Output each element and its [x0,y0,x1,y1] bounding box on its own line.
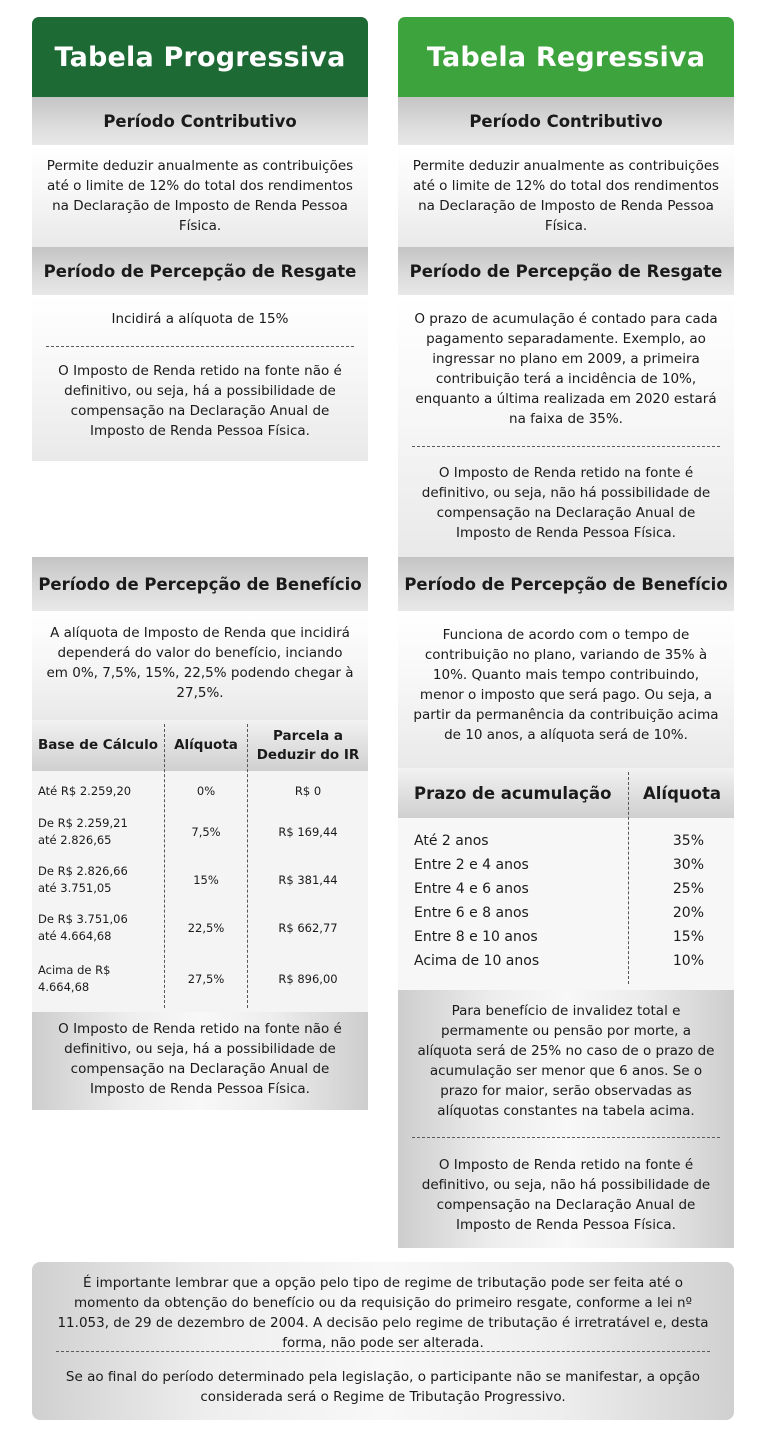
regressiva-table [398,768,734,990]
table-cell-aliquota: 7,5% [191,825,221,839]
table-cell-parcela: R$ 169,44 [278,825,338,839]
table-cell-prazo: Entre 6 e 8 anos [414,905,529,921]
table-cell-base: Acima de R$ 4.664,68 [38,963,111,994]
regressiva-column [398,0,734,1439]
bottom-note-text1: É importante lembrar que a opção pelo tipo de regime de tributação pode ser feita até o momento da obtenção do benefício ou da requisição do primeiro resgate, conforme a lei nº 11.053, de 29 de dezembro de 2004. A decisão pelo regime de tributação é irretratável e, desta forma, não pode ser alterada. [57,1275,709,1351]
progressiva-beneficio-text: A alíquota de Imposto de Renda que incidirá dependerá do valor do benefício, inciando em 0%, 7,5%, 15%, 22,5% podendo chegar à 27,5%. [46,625,354,701]
table-cell-aliquota: 0% [196,784,216,798]
table-cell-aliquota: 22,5% [187,921,225,935]
progressiva-title: Tabela Progressiva [32,17,368,97]
table-cell-prazo: Até 2 anos [414,833,489,849]
bottom-note-text2: Se ao final do período determinado pela legislação, o participante não se manifestar, a opção considerada será o Regime de Tributação Progressivo. [65,1369,701,1405]
table-cell-base: De R$ 3.751,06 até 4.664,68 [38,912,128,943]
regressiva-beneficio-footer [398,990,734,1248]
table-header: Alíquota [164,720,248,771]
divider [46,346,354,347]
table-header: Prazo de acumulação [414,783,612,803]
progressiva-resgate-text1: Incidirá a alíquota de 15% [111,311,289,327]
regressiva-contributivo-text: Permite deduzir anualmente as contribuições até o limite de 12% do total dos rendimentos na Declaração de Imposto de Renda Pessoa Física. [412,158,720,234]
regressiva-resgate-body [398,295,734,557]
table-cell-base: De R$ 2.826,66 até 3.751,05 [38,864,128,895]
divider [56,1351,710,1352]
table-cell-prazo: Entre 2 e 4 anos [414,857,529,873]
regressiva-beneficio-footer-text1: Para benefício de invalidez total e permamente ou pensão por morte, a alíquota será de 25% no caso de o prazo de acumulação ser menor que 6 anos. Se o prazo for maior, serão observadas as alíquotas constantes na tabela acima. [417,1003,715,1119]
table-header: Alíquota [630,768,734,818]
column-divider [247,724,248,1008]
progressiva-resgate-text2: O Imposto de Renda retido na fonte não é definitivo, ou seja, há a possibilidade de compensação na Declaração Anual de Imposto de Renda Pessoa Física. [58,363,342,439]
column-divider [164,724,165,1008]
progressiva-beneficio-footer [32,1012,368,1110]
regressiva-contributivo-heading: Período Contributivo [398,97,734,145]
progressiva-contributivo-text: Permite deduzir anualmente as contribuições até o limite de 12% do total dos rendimentos na Declaração de Imposto de Renda Pessoa Física. [46,158,354,234]
progressiva-contributivo-heading: Período Contributivo [32,97,368,145]
column-divider [628,772,629,984]
table-cell-aliquota: 15% [672,929,704,945]
progressiva-table [32,720,368,1012]
table-cell-prazo: Entre 8 e 10 anos [414,929,538,945]
table-cell-aliquota: 27,5% [187,972,225,986]
table-cell-prazo: Acima de 10 anos [414,953,540,969]
regressiva-beneficio-footer-text2: O Imposto de Renda retido na fonte é definitivo, ou seja, não há possibilidade de compensação na Declaração Anual de Imposto de Renda Pessoa Física. [421,1157,711,1233]
divider [412,446,720,447]
divider [412,1137,720,1138]
table-cell-aliquota: 20% [672,905,704,921]
regressiva-resgate-text1: O prazo de acumulação é contado para cada pagamento separadamente. Exemplo, ao ingressar no plano em 2009, a primeira contribuição terá a incidência de 10%, enquanto a última realizada em 2020 estará na faixa de 35%. [414,311,718,427]
table-cell-aliquota: 15% [193,873,219,887]
table-cell-base: De R$ 2.259,21 até 2.826,65 [38,816,128,847]
progressiva-resgate-heading: Período de Percepção de Resgate [32,247,368,295]
regressiva-contributivo-body [398,145,734,247]
table-cell-base: Até R$ 2.259,20 [38,784,132,798]
regressiva-resgate-text2: O Imposto de Renda retido na fonte é definitivo, ou seja, não há possibilidade de compensação na Declaração Anual de Imposto de Renda Pessoa Física. [421,465,711,541]
table-cell-parcela: R$ 662,77 [278,921,338,935]
table-header: Parcela a Deduzir do IR [248,720,368,771]
table-cell-aliquota: 10% [672,953,704,969]
table-cell-aliquota: 25% [672,881,704,897]
progressiva-beneficio-footer-text: O Imposto de Renda retido na fonte não é definitivo, ou seja, há a possibilidade de compensação na Declaração Anual de Imposto de Renda Pessoa Física. [58,1021,342,1097]
table-header: Base de Cálculo [32,720,164,771]
regressiva-beneficio-body [398,611,734,768]
regressiva-resgate-heading: Período de Percepção de Resgate [398,247,734,295]
progressiva-resgate-body [32,295,368,461]
table-cell-parcela: R$ 896,00 [278,972,338,986]
table-cell-prazo: Entre 4 e 6 anos [414,881,529,897]
table-cell-aliquota: 35% [672,833,704,849]
bottom-note [32,1262,734,1420]
progressiva-beneficio-body [32,611,368,720]
progressiva-beneficio-heading: Período de Percepção de Benefício [32,557,368,611]
progressiva-contributivo-body [32,145,368,247]
regressiva-title: Tabela Regressiva [398,17,734,97]
regressiva-beneficio-heading: Período de Percepção de Benefício [398,557,734,611]
regressiva-beneficio-text: Funciona de acordo com o tempo de contribuição no plano, variando de 35% à 10%. Quanto mais tempo contribuindo, menor o imposto que será pago. Ou seja, a partir da permanência da contribuição acima de 10 anos, a alíquota será de 10%. [413,627,719,743]
progressiva-column [32,0,368,1439]
table-cell-parcela: R$ 381,44 [278,873,338,887]
table-cell-aliquota: 30% [672,857,704,873]
table-cell-parcela: R$ 0 [294,784,322,798]
